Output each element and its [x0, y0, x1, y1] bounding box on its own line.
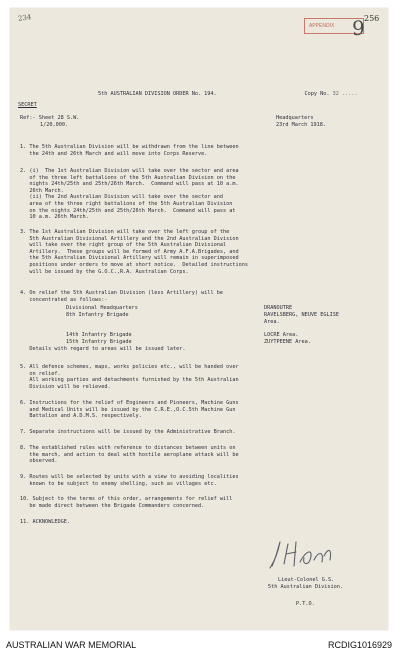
- archive-id: RCDIG1016929: [327, 640, 392, 650]
- headquarters-label: Headquarters: [276, 115, 314, 121]
- order-date: 23rd March 1918.: [276, 122, 326, 128]
- map-reference-1: Ref:- Sheet 28 S.W.: [20, 115, 80, 121]
- concentration-location: ZUYTPEENE Area.: [264, 339, 311, 345]
- archive-footer: [0, 632, 400, 654]
- secret-label: SECRET: [18, 102, 37, 108]
- paragraph-8: 8. The established rules with reference to distances between units on the march, and action to deal with hostile aeroplane attack will be observed.: [20, 445, 239, 465]
- concentration-unit: 8th Infantry Brigade: [66, 312, 129, 318]
- signatory-rank: Lieut-Colonel G.S.: [278, 577, 335, 583]
- paragraph-11: 11. ACKNOWLEDGE.: [20, 519, 70, 525]
- concentration-unit: 14th Infantry Brigade: [66, 332, 132, 338]
- please-turn-over: P.T.O.: [296, 601, 315, 607]
- archive-name: AUSTRALIAN WAR MEMORIAL: [6, 640, 137, 650]
- document-page: [10, 8, 388, 630]
- paragraph-2: 2. (i) The 1st Australian Division will take over the sector and area of the three left battalions of the 5th Australian Division on the nights 24th/25th and 25th/26th March. Command will pass at 10 a.m. 26th March. (ii) The 2nd Australian Division will take over the sector and area of the three right battalions of the 5th Australian Division on the nights 24th/25th and 25th/26th March. Command will pass at 10 a.m. 26th March.: [20, 168, 239, 221]
- paragraph-7: 7. Separate instructions will be issued by the Administrative Branch.: [20, 429, 236, 435]
- order-title: 5th AUSTRALIAN DIVISION ORDER No. 194.: [98, 91, 217, 97]
- copy-number: Copy No. 32 .....: [304, 90, 358, 97]
- paragraph-3: 3. The 1st Australian Division will take over the left group of the 5th Australian Divisional Artillery and the 2nd Australian Division will take over the right group of the 5th Australian Divisional Artillery. These groups will be formed of Army A.F.A.Brigades, and the 5th Australian Divisional Artillery will remain in superimposed positions under orders to move at short notice. Detailed instructions will be issued by the G.O.C.,R.A. Australian Corps.: [20, 229, 248, 275]
- concentration-location: LOCRE Area.: [264, 332, 299, 338]
- handwritten-folio-number: 234: [17, 13, 32, 23]
- handwritten-signature: [266, 536, 336, 572]
- handwritten-appendix-number: 9: [352, 16, 365, 40]
- paragraph-6: 6. Instructions for the relief of Engineers and Pioneers, Machine Guns and Medical Units will be issued by the C.R.E.,O.C.5th Machine Gun Battalion and A.D.M.S. respectively.: [20, 400, 239, 420]
- paragraph-4-outro: Details with regard to areas will be issued later.: [20, 346, 186, 352]
- paragraph-9: 9. Routes will be selected by units with a view to avoiding localities known to be subject to enemy shelling, such as villages etc.: [20, 474, 239, 487]
- concentration-unit: 15th Infantry Brigade: [66, 339, 132, 345]
- paragraph-4-intro: 4. On relief the 5th Australian Division (less Artillery) will be concentrated as follows:-: [20, 290, 224, 303]
- map-reference-2: 1/20,000.: [40, 122, 69, 128]
- paragraph-5: 5. All defence schemes, maps, works policies etc., will be handed over on relief. All working parties and detachments furnished by the 5th Australian Division will be relieved.: [20, 364, 239, 390]
- paragraph-10: 10. Subject to the terms of this order, arrangements for relief will be made direct between the Brigade Commanders concerned.: [20, 496, 233, 509]
- concentration-location: DRANOUTRE: [264, 305, 293, 311]
- page-number-stamp: 256: [364, 14, 380, 23]
- concentration-location: RAVELSBERG, NEUVE EGLISE Area.: [264, 312, 339, 325]
- appendix-stamp-label: APPENDIX: [309, 23, 335, 29]
- concentration-unit: Divisional Headquarters: [66, 305, 138, 311]
- signatory-division: 5th Australian Division.: [268, 584, 343, 590]
- paragraph-1: 1. The 5th Australian Division will be withdrawn from the line between the 24th and 26th March and will move into Corps Reserve.: [20, 144, 239, 157]
